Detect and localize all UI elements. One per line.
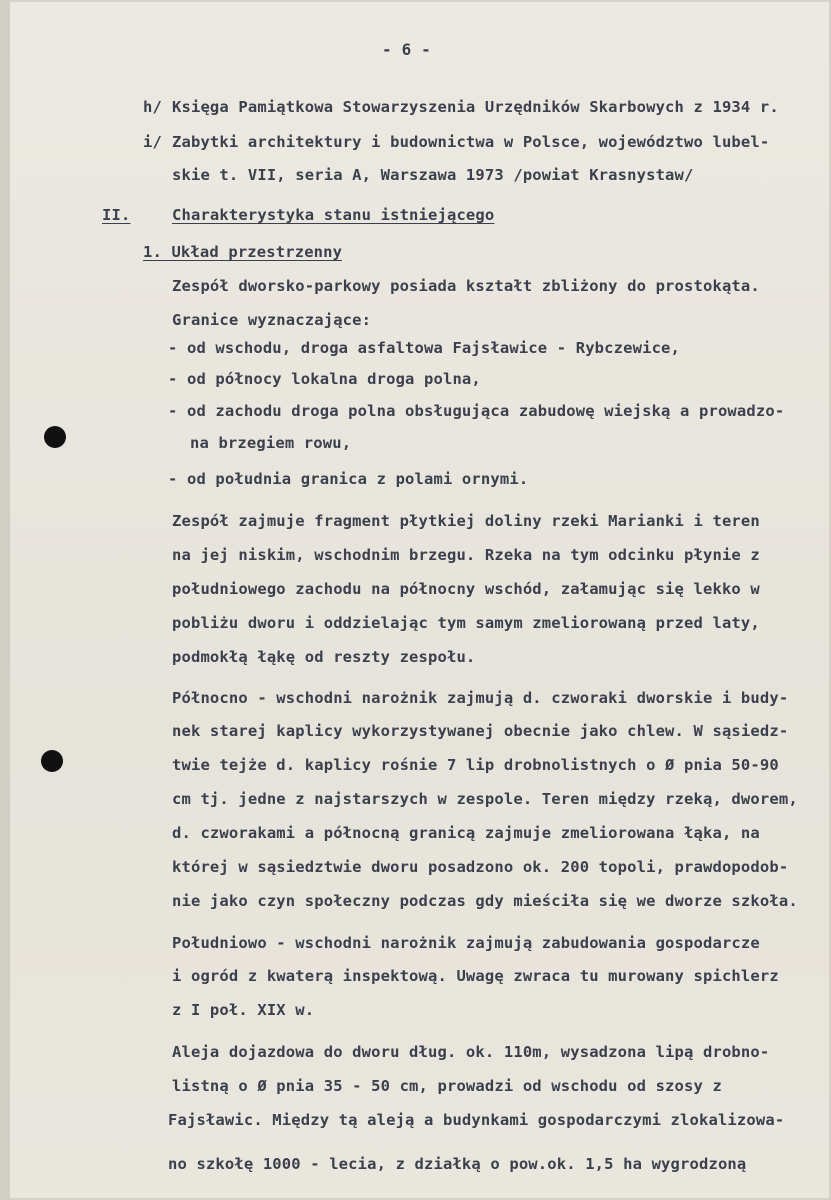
paragraph-line: Aleja dojazdowa do dworu dług. ok. 110m, wysadzona lipą drobno-	[172, 1043, 770, 1061]
list-item: - od wschodu, droga asfaltowa Fajsławice - Rybczewice,	[168, 339, 681, 357]
paragraph-line: nek starej kaplicy wykorzystywanej obecnie jako chlew. W sąsiedz-	[172, 722, 789, 740]
paragraph-line: Fajsławic. Między tą aleją a budynkami gospodarczymi zlokalizowa-	[168, 1111, 785, 1129]
paragraph-line: południowego zachodu na północny wschód, załamując się lekko w	[172, 580, 760, 598]
paragraph-line: no szkołę 1000 - lecia, z działką o pow.ok. 1,5 ha wygrodzoną	[168, 1155, 747, 1173]
list-item: - od południa granica z polami ornymi.	[168, 470, 529, 488]
paragraph-line: Południowo - wschodni narożnik zajmują zabudowania gospodarcze	[172, 934, 760, 952]
paragraph-line: podmokłą łąkę od reszty zespołu.	[172, 648, 476, 666]
reference-marker: i/	[143, 133, 162, 151]
paragraph-line: cm tj. jedne z najstarszych w zespole. Teren między rzeką, dworem,	[172, 790, 798, 808]
paragraph-line: na jej niskim, wschodnim brzegu. Rzeka na tym odcinku płynie z	[172, 546, 760, 564]
paragraph-line: d. czworakami a północną granicą zajmuje zmeliorowana łąka, na	[172, 824, 760, 842]
subsection-title: 1. Układ przestrzenny	[143, 243, 343, 261]
reference-text: Księga Pamiątkowa Stowarzyszenia Urzędników Skarbowych z 1934 r.	[172, 98, 779, 116]
paragraph-line: twie tejże d. kaplicy rośnie 7 lip drobnolistnych o Ø pnia 50-90	[172, 756, 779, 774]
reference-text: Zabytki architektury i budownictwa w Polsce, województwo lubel-	[172, 133, 770, 151]
list-item-continued: na brzegiem rowu,	[190, 434, 352, 452]
section-title: Charakterystyka stanu istniejącego	[172, 206, 495, 224]
reference-marker: h/	[143, 98, 162, 116]
page-number: - 6 -	[382, 40, 431, 59]
paragraph-line: Granice wyznaczające:	[172, 311, 372, 329]
paragraph-line: której w sąsiedztwie dworu posadzono ok. 200 topoli, prawdopodob-	[172, 858, 789, 876]
paragraph-line: Zespół dworsko-parkowy posiada kształt zbliżony do prostokąta.	[172, 277, 760, 295]
page-edge	[0, 0, 10, 1200]
list-item: - od zachodu droga polna obsługująca zabudowę wiejską a prowadzo-	[168, 402, 785, 420]
reference-text-continued: skie t. VII, seria A, Warszawa 1973 /powiat Krasnystaw/	[172, 166, 694, 184]
punch-hole-top	[44, 426, 66, 448]
list-item: - od północy lokalna droga polna,	[168, 370, 481, 388]
paragraph-line: z I poł. XIX w.	[172, 1001, 315, 1019]
section-number: II.	[102, 206, 131, 224]
punch-hole-bottom	[41, 750, 63, 772]
paragraph-line: Północno - wschodni narożnik zajmują d. czworaki dworskie i budy-	[172, 689, 789, 707]
paragraph-line: pobliżu dworu i oddzielając tym samym zmeliorowaną przed laty,	[172, 614, 760, 632]
paragraph-line: listną o Ø pnia 35 - 50 cm, prowadzi od wschodu od szosy z	[172, 1077, 722, 1095]
paragraph-line: nie jako czyn społeczny podczas gdy mieściła się we dworze szkoła.	[172, 892, 798, 910]
paragraph-line: i ogród z kwaterą inspektową. Uwagę zwraca tu murowany spichlerz	[172, 967, 779, 985]
paragraph-line: Zespół zajmuje fragment płytkiej doliny rzeki Marianki i teren	[172, 512, 760, 530]
